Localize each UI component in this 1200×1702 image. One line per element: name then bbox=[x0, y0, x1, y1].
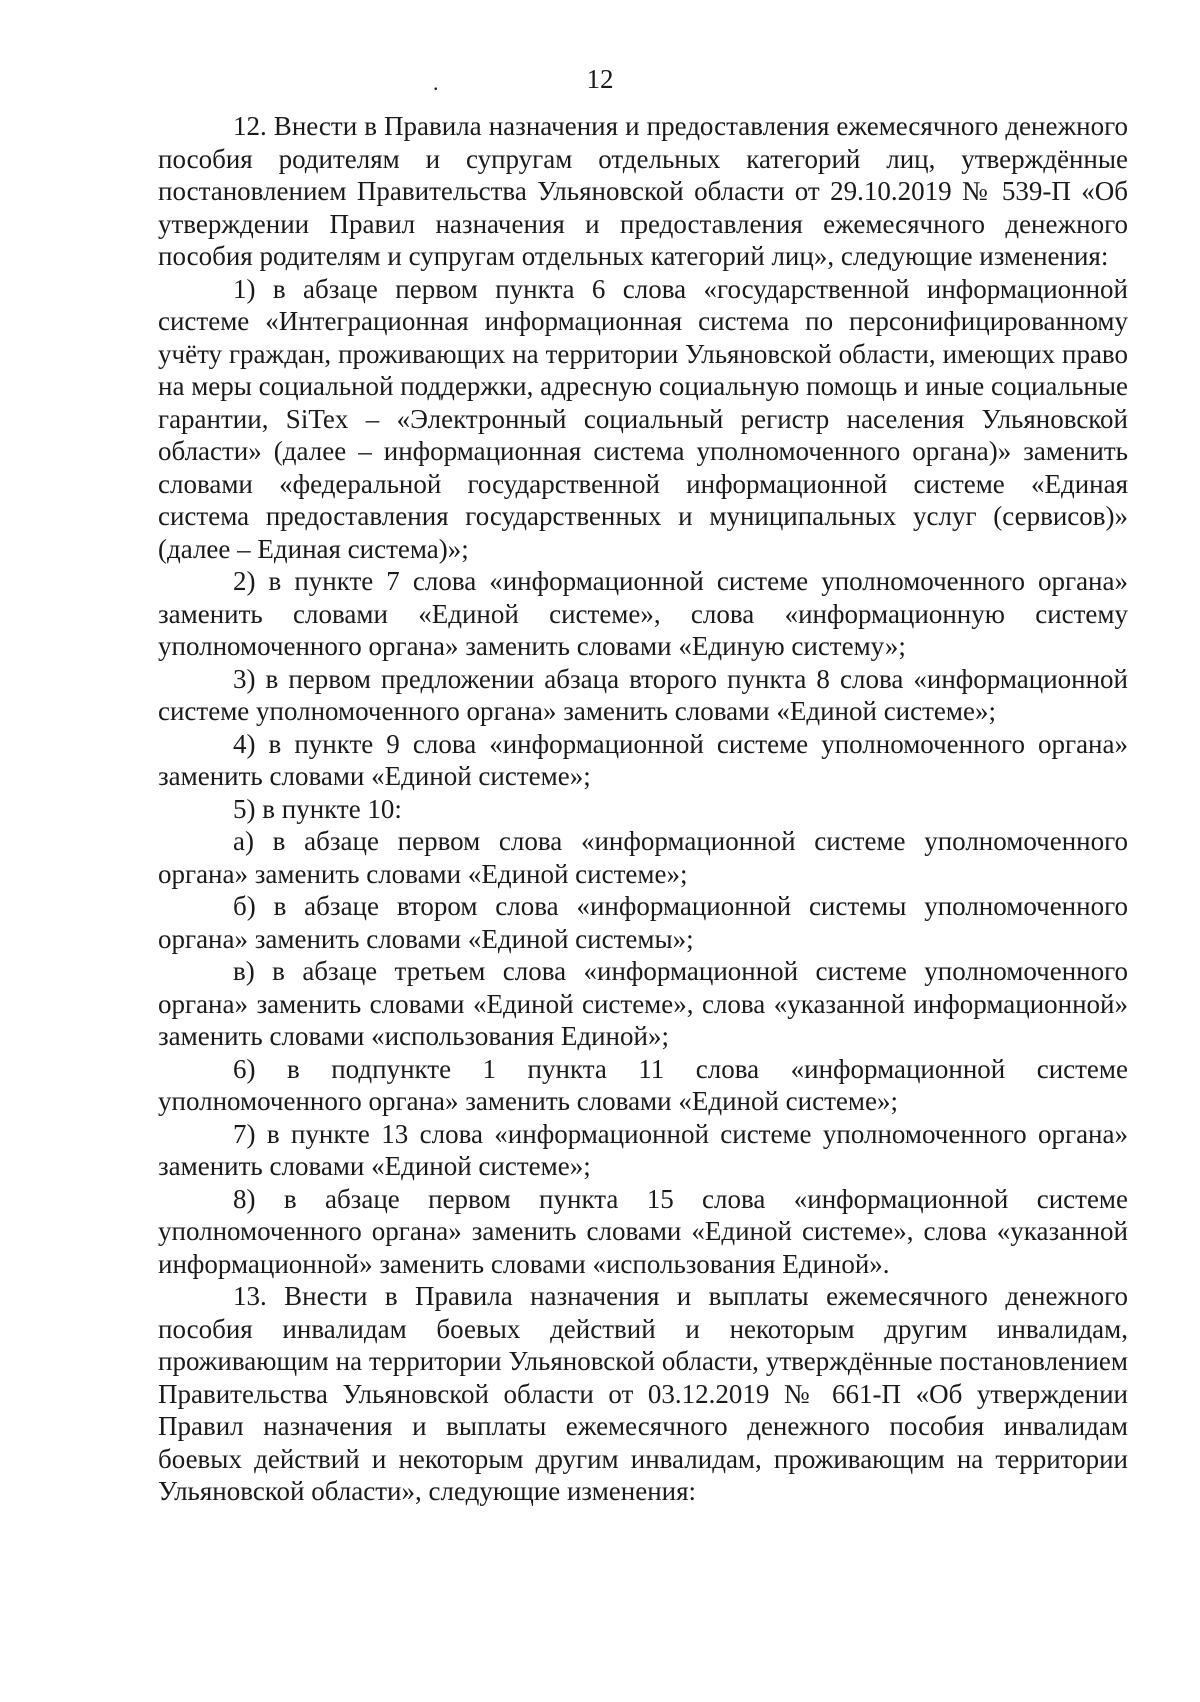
subitem-5v: в) в абзаце третьем слова «информационной системе уполномоченного органа» заменить словами «Единой системе», слова «указанной информационной» заменить словами «использования Единой»; bbox=[158, 956, 1128, 1051]
paragraph-item-12: 12. Внести в Правила назначения и предоставления ежемесячного денежного пособия родителям и супругам отдельных категорий лиц, утверждённые постановлением Правительства Ульяновской области от 29.10.2019 № 539-П «Об утверждении Правил назначения и предоставления ежемесячного денежного пособия родителям и супругам отдельных категорий лиц», следующие изменения: bbox=[158, 111, 1128, 271]
page-mark: . bbox=[433, 70, 439, 95]
subitem-4: 4) в пункте 9 слова «информационной системе уполномоченного органа» заменить словами «Единой системе»; bbox=[158, 728, 1128, 791]
subitem-6: 6) в подпункте 1 пункта 11 слова «информационной системе уполномоченного органа» заменить словами «Единой системе»; bbox=[158, 1053, 1128, 1116]
subitem-8: 8) в абзаце первом пункта 15 слова «информационной системе уполномоченного органа» заменить словами «Единой системе», слова «указанной информационной» заменить словами «использования Единой». bbox=[158, 1183, 1128, 1279]
subitem-5: 5) в пункте 10: bbox=[233, 793, 402, 824]
page-number: 12 bbox=[586, 64, 614, 94]
document-body bbox=[158, 110, 1128, 1508]
subitem-1: 1) в абзаце первом пункта 6 слова «государственной информационной системе «Интеграционная информационная система по персонифицированному учёту граждан, проживающих на территории Ульяновской области, имеющих право на меры социальной поддержки, адресную социальную помощь и иные социальные гарантии, SiTex – «Электронный социальный регистр населения Ульяновской области» (далее – информационная система уполномоченного органа)» заменить словами «федеральной государственной информационной системе «Единая система предоставления государственных и муниципальных услуг (сервисов)» (далее – Единая система)»; bbox=[158, 273, 1128, 564]
subitem-2: 2) в пункте 7 слова «информационной системе уполномоченного органа» заменить словами «Единой системе», слова «информационную систему уполномоченного органа» заменить словами «Единую систему»; bbox=[158, 566, 1128, 661]
subitem-7: 7) в пункте 13 слова «информационной системе уполномоченного органа» заменить словами «Единой системе»; bbox=[158, 1118, 1128, 1181]
subitem-3: 3) в первом предложении абзаца второго пункта 8 слова «информационной системе уполномоченного органа» заменить словами «Единой системе»; bbox=[158, 663, 1128, 726]
paragraph-item-13: 13. Внести в Правила назначения и выплаты ежемесячного денежного пособия инвалидам боевых действий и некоторым другим инвалидам, проживающим на территории Ульяновской области, утверждённые постановлением Правительства Ульяновской области от 03.12.2019 № 661-П «Об утверждении Правил назначения и выплаты ежемесячного денежного пособия инвалидам боевых действий и некоторым другим инвалидам, проживающим на территории Ульяновской области», следующие изменения: bbox=[158, 1281, 1128, 1506]
subitem-5a: а) в абзаце первом слова «информационной системе уполномоченного органа» заменить словами «Единой системе»; bbox=[158, 826, 1128, 889]
subitem-5b: б) в абзаце втором слова «информационной системы уполномоченного органа» заменить словами «Единой системы»; bbox=[158, 891, 1128, 954]
